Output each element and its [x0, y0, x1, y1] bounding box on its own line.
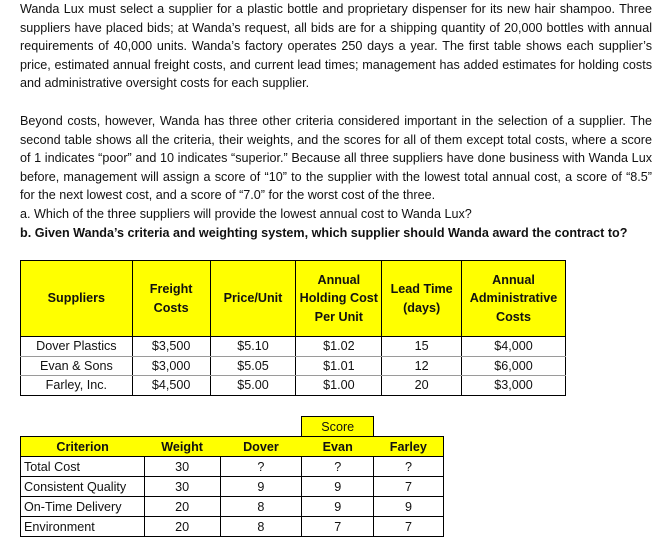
- table-row: [21, 517, 444, 537]
- col-header-freight: Freight Costs: [132, 261, 210, 337]
- col-header-price: Price/Unit: [210, 261, 296, 337]
- question-a: a. Which of the three suppliers will provide the lowest annual cost to Wanda Lux?: [20, 207, 472, 221]
- table-cell: 20: [144, 517, 220, 537]
- table-cell: $5.10: [210, 337, 296, 357]
- table-cell: 7: [374, 477, 444, 497]
- table-cell: $3,000: [462, 376, 566, 396]
- col-header-suppliers: Suppliers: [21, 261, 133, 337]
- table-cell: $4,000: [462, 337, 566, 357]
- table-cell: 9: [374, 497, 444, 517]
- table-cell: 9: [220, 477, 302, 497]
- table-row: [21, 497, 444, 517]
- table-cell: $1.00: [296, 376, 382, 396]
- table-cell: Dover Plastics: [21, 337, 133, 357]
- table-cell: ?: [302, 457, 374, 477]
- table-cell: 7: [374, 517, 444, 537]
- table-cell: 8: [220, 497, 302, 517]
- table-cell: 9: [302, 497, 374, 517]
- table-cell: ?: [374, 457, 444, 477]
- table-cell: 20: [382, 376, 462, 396]
- table-cell: 12: [382, 356, 462, 376]
- table-row: [21, 376, 566, 396]
- table-cell: Environment: [21, 517, 145, 537]
- col-header-weight: Weight: [144, 437, 220, 457]
- col-header-admin: Annual Administrative Costs: [462, 261, 566, 337]
- table-cell: 30: [144, 477, 220, 497]
- table-cell: Farley, Inc.: [21, 376, 133, 396]
- table-cell: $5.00: [210, 376, 296, 396]
- table-cell: $1.02: [296, 337, 382, 357]
- score-header: Score: [302, 417, 374, 437]
- criteria-score-table: [20, 416, 444, 537]
- table-row: [21, 337, 566, 357]
- supplier-cost-table: [20, 260, 566, 396]
- table-cell: $1.01: [296, 356, 382, 376]
- table-cell: ?: [220, 457, 302, 477]
- table-cell: $6,000: [462, 356, 566, 376]
- table-cell: On-Time Delivery: [21, 497, 145, 517]
- table-cell: $5.05: [210, 356, 296, 376]
- col-header-evan: Evan: [302, 437, 374, 457]
- table-cell: 20: [144, 497, 220, 517]
- table-row: [21, 356, 566, 376]
- question-b: b. Given Wanda’s criteria and weighting system, which supplier should Wanda award the contract to?: [20, 226, 628, 240]
- table-cell: $3,000: [132, 356, 210, 376]
- table-row: [21, 457, 444, 477]
- col-header-criterion: Criterion: [21, 437, 145, 457]
- col-header-holding: Annual Holding Cost Per Unit: [296, 261, 382, 337]
- table-cell: 8: [220, 517, 302, 537]
- table-cell: 15: [382, 337, 462, 357]
- table-row: [21, 477, 444, 497]
- col-header-farley: Farley: [374, 437, 444, 457]
- problem-paragraph-2: Beyond costs, however, Wanda has three other criteria considered important in the selection of a supplier. The second table shows all the criteria, their weights, and the scores for all of them except total costs, where a score of 1 indicates “poor” and 10 indicates “superior.” Because all three suppliers have done business with Wanda Lux before, management will assign a score of “10” to the supplier with the lowest total annual cost, a score of “8.5” for the next lowest cost, and a score of “7.0” for the worst cost of the three.: [20, 114, 652, 203]
- problem-paragraph-1: Wanda Lux must select a supplier for a plastic bottle and proprietary dispenser for its new hair shampoo. Three suppliers have placed bids; at Wanda’s request, all bids are for a shipping quantity of 20,000 bottles with annual requirements of 40,000 units. Wanda’s factory operates 250 days a year. The first table shows each supplier’s price, estimated annual freight costs, and current lead times; management has added estimates for holding costs and administrative oversight costs for each supplier.: [20, 2, 652, 91]
- table-cell: Total Cost: [21, 457, 145, 477]
- table-cell: 7: [302, 517, 374, 537]
- table-cell: Evan & Sons: [21, 356, 133, 376]
- col-header-lead-time: Lead Time (days): [382, 261, 462, 337]
- table-cell: 30: [144, 457, 220, 477]
- col-header-dover: Dover: [220, 437, 302, 457]
- table-cell: $3,500: [132, 337, 210, 357]
- table-cell: $4,500: [132, 376, 210, 396]
- table-cell: Consistent Quality: [21, 477, 145, 497]
- table-cell: 9: [302, 477, 374, 497]
